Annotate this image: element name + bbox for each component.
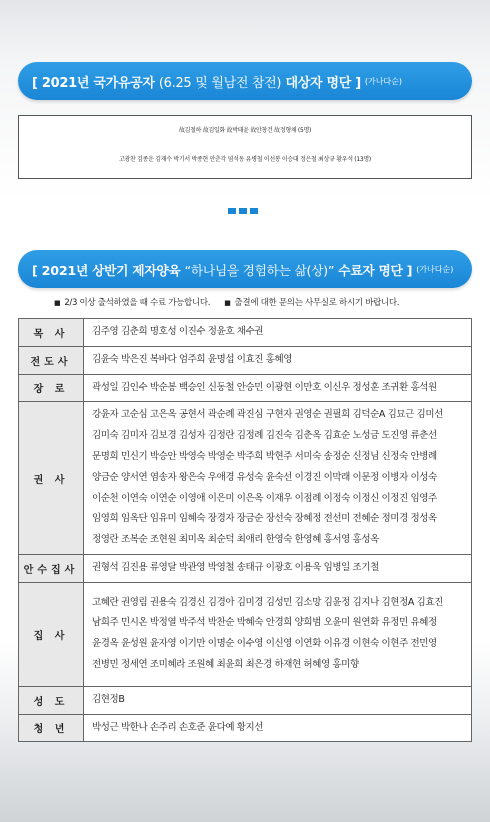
category-label: 안수집사	[19, 554, 84, 582]
table-row	[19, 319, 472, 347]
category-label: 목 사	[19, 319, 84, 347]
section1-title: [ 2021년 국가유공자 (6.25 및 월남전 참전) 대상자 명단 ]	[32, 75, 361, 91]
table-row	[19, 686, 472, 714]
names-line: 양금순 양서연 염송자 왕은숙 우애경 유성숙 윤숙선 이경진 이막래 이문정 이병자 이성숙	[92, 471, 437, 483]
section1-banner	[18, 62, 472, 100]
names-line: 권형석 김진용 류영달 박관영 박영철 송태규 이광호 이용욱 임병일 조기철	[92, 561, 379, 573]
names-cell	[84, 374, 472, 402]
section1-sort-note: (가나다순)	[364, 76, 403, 86]
names-cell	[84, 402, 472, 555]
names-cell	[84, 346, 472, 374]
living-veterans-line: 고광찬 김종운 김재수 박기서 박종현 안춘각 염석동 유병철 이선봉 이승대 정은철 최상규 황우석 (13명)	[119, 156, 371, 163]
veterans-list-box	[18, 115, 472, 179]
names-line: 김현정B	[92, 693, 125, 705]
names-cell	[84, 714, 472, 742]
category-label: 청 년	[19, 714, 84, 742]
names-line: 강윤자 고순심 고은옥 공현서 곽순례 곽진심 구현자 권영순 권필희 김덕순A 김묘근 김미선	[92, 409, 443, 421]
graduates-table	[18, 318, 472, 742]
table-row	[19, 374, 472, 402]
deceased-veterans-line: 故김철하 故김일화 故박태윤 故안창건 故정형채 (5명)	[178, 127, 312, 134]
names-cell	[84, 582, 472, 686]
names-line: 문명희 민신기 박승안 박영숙 박영순 박주희 박현주 서미숙 송정순 신정님 신정숙 안병례	[92, 450, 437, 462]
section2-sort-note: (가나다순)	[416, 264, 454, 274]
names-cell	[84, 554, 472, 582]
notice-line	[54, 296, 399, 308]
section2-banner	[18, 250, 472, 288]
table-row	[19, 402, 472, 555]
section-divider	[228, 208, 258, 214]
names-line: 고혜란 권영림 권용숙 김경신 김경아 김미경 김성민 김소망 김윤정 김지나 김현정A 김효진	[92, 596, 443, 608]
names-line: 김주영 김춘희 명호성 이진수 정윤호 채수권	[92, 326, 264, 337]
table-row	[19, 582, 472, 686]
names-line: 윤경옥 윤성원 윤자영 이기만 이명순 이수영 이신영 이연화 이유경 이현숙 이현주 전민영	[92, 638, 437, 650]
names-line: 전병민 정세연 조미혜라 조원혜 최윤희 최은경 하재현 허혜영 홍미향	[92, 659, 359, 671]
names-line: 정영란 조복순 조현원 최미옥 최순덕 최애리 한영숙 한영혜 홍서영 홍성옥	[92, 534, 379, 546]
table-row	[19, 346, 472, 374]
names-line: 남희주 민시온 박정열 박주석 박찬순 박혜숙 안경희 양희범 오윤미 원연화 유정민 유혜정	[92, 617, 437, 629]
section2-title: [ 2021년 상반기 제자양육 “하나님을 경험하는 삶(상)” 수료자 명단 ]	[32, 263, 413, 279]
names-line: 김윤숙 박은진 복바다 엄주희 윤명섭 이효진 홍혜영	[92, 353, 293, 365]
category-label: 권 사	[19, 402, 84, 555]
table-row	[19, 714, 472, 742]
category-label: 전도사	[19, 346, 84, 374]
names-cell	[84, 686, 472, 714]
category-label: 장 로	[19, 374, 84, 402]
table-row	[19, 554, 472, 582]
names-line: 이순천 이연숙 이연순 이영애 이은미 이은옥 이재우 이점례 이정숙 이정신 이정진 임영주	[92, 492, 437, 504]
names-line: 곽성일 김인수 박순봉 백승인 신동철 안승민 이광현 이만호 이신우 정성훈 조귀환 홍석원	[92, 381, 437, 393]
names-line: 박성근 박한나 손주리 손호준 윤다예 황지선	[92, 721, 264, 733]
category-label: 성 도	[19, 686, 84, 714]
names-line: 김미숙 김미자 김보경 김성자 김정란 김정례 김진숙 김춘옥 김효순 노성금 도진영 류춘선	[92, 430, 437, 442]
category-label: 집 사	[19, 582, 84, 686]
names-line: 임영희 임옥단 임유미 임혜숙 장경자 장금순 장선숙 장혜정 전선미 전혜순 정미경 정성옥	[92, 513, 437, 525]
notice-attendance: ■ 2/3 이상 출석하였을 때 수료 가능합니다.	[54, 298, 211, 308]
notice-inquiry: ■ 출결에 대한 문의는 사무실로 하시기 바랍니다.	[224, 298, 400, 308]
names-cell	[84, 319, 472, 347]
